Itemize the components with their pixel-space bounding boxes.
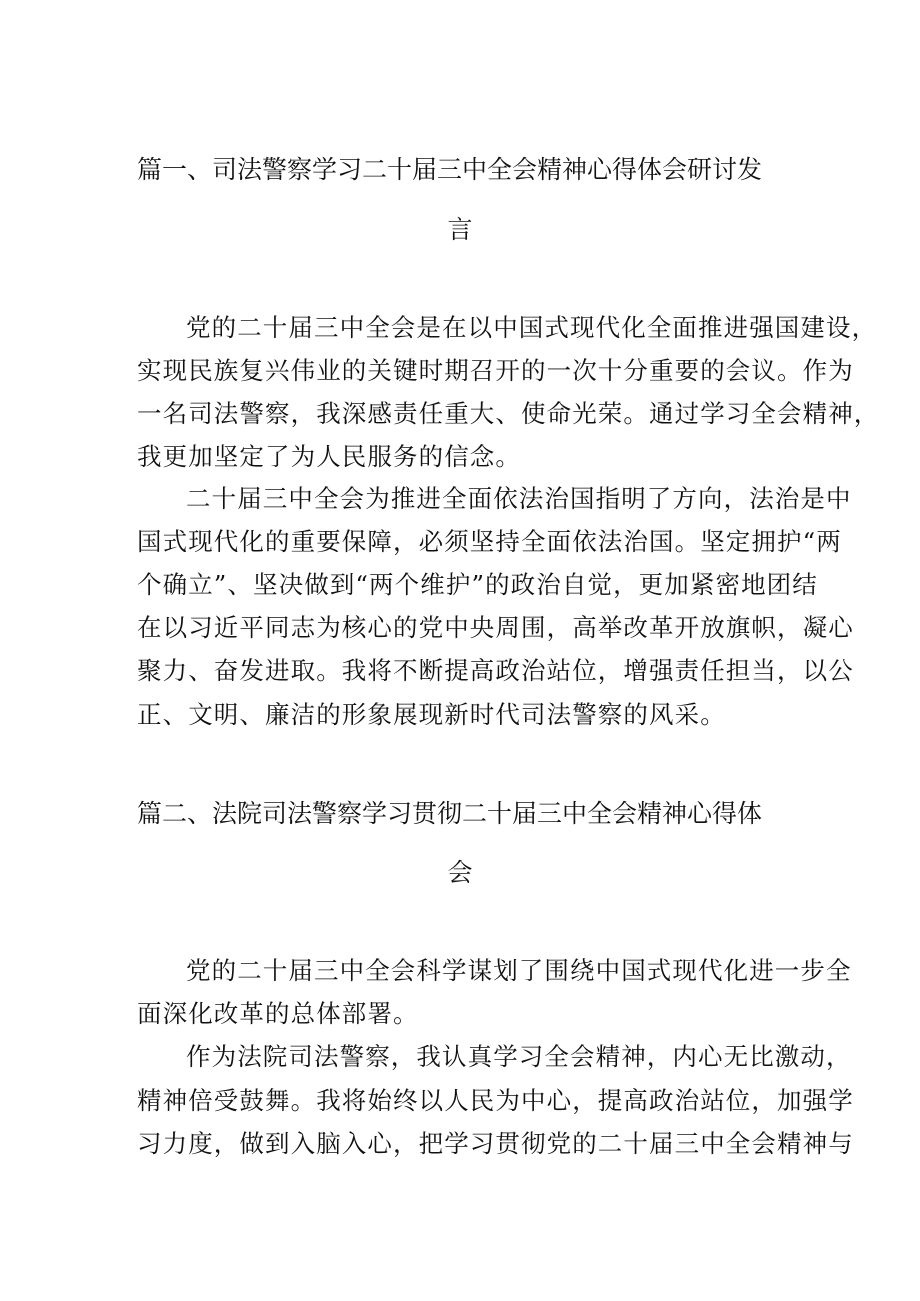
section1-title-line2: 言 — [447, 215, 473, 244]
section2-title-line2: 会 — [447, 858, 473, 887]
s2-p2-line3: 习力度，做到入脑入心，把学习贯彻党的二十届三中全会精神与 — [137, 1129, 854, 1158]
s1-p2-line1: 二十届三中全会为推进全面依法治国指明了方向，法治是中 — [186, 484, 852, 513]
s1-p2-line5: 聚力、奋发进取。我将不断提高政治站位，增强责任担当，以公 — [137, 656, 854, 685]
section2-title-line1: 篇二、法院司法警察学习贯彻二十届三中全会精神心得体 — [137, 799, 763, 828]
s1-p1-line3: 一名司法警察，我深感责任重大、使命光荣。通过学习全会精神， — [137, 399, 880, 428]
section1-title-line1: 篇一、司法警察学习二十届三中全会精神心得体会研讨发 — [137, 155, 763, 184]
s1-p1-line1: 党的二十届三中全会是在以中国式现代化全面推进强国建设， — [186, 313, 878, 342]
s1-p2-line6: 正、文明、廉洁的形象展现新时代司法警察的风采。 — [137, 700, 726, 729]
s1-p1-line2: 实现民族复兴伟业的关键时期召开的一次十分重要的会议。作为 — [137, 356, 854, 385]
s2-p2-line2: 精神倍受鼓舞。我将始终以人民为中心，提高政治站位，加强学 — [137, 1086, 854, 1115]
s1-p2-line2: 国式现代化的重要保障，必须坚持全面依法治国。坚定拥护“两 — [137, 527, 842, 556]
s1-p1-line4: 我更加坚定了为人民服务的信念。 — [137, 442, 521, 471]
s2-p2-line1: 作为法院司法警察，我认真学习全会精神，内心无比激动， — [186, 1042, 852, 1071]
s1-p2-line3: 个确立”、坚决做到“两个维护”的政治自觉，更加紧密地团结 — [137, 570, 818, 599]
s2-p1-line1: 党的二十届三中全会科学谋划了围绕中国式现代化进一步全 — [186, 956, 852, 985]
s1-p2-line4: 在以习近平同志为核心的党中央周围，高举改革开放旗帜，凝心 — [137, 613, 854, 642]
s2-p1-line2: 面深化改革的总体部署。 — [137, 999, 419, 1028]
